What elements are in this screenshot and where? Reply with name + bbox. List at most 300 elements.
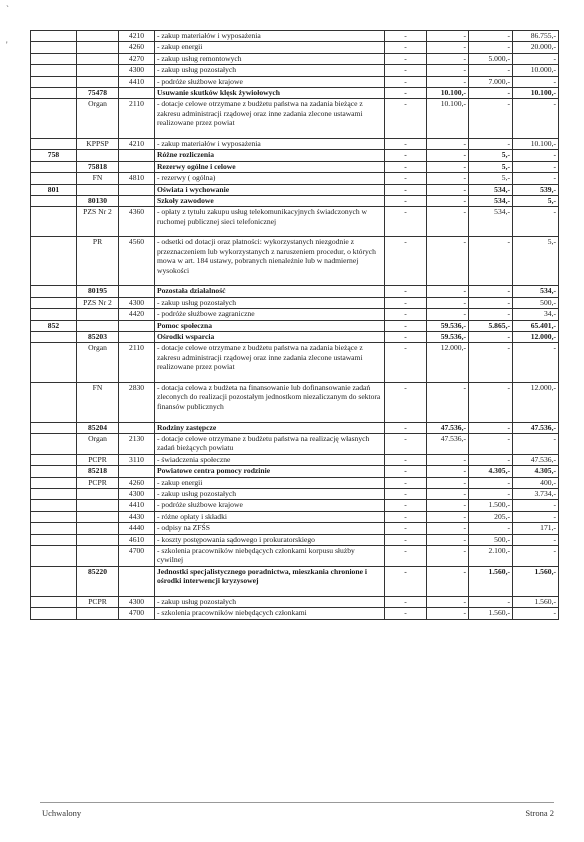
col-1: - — [385, 207, 427, 237]
chapter-code: Organ — [77, 434, 119, 455]
col-4: 20.000,- — [513, 42, 559, 53]
division-code — [31, 42, 77, 53]
col-2: 59.536,- — [427, 332, 469, 343]
description: - zakup usług pozostałych — [155, 297, 385, 308]
description: - zakup materiałów i wyposażenia — [155, 31, 385, 42]
chapter-code — [77, 150, 119, 161]
col-1: - — [385, 42, 427, 53]
description: - świadczenia społeczne — [155, 454, 385, 465]
paragraph-code: 4430 — [119, 511, 155, 522]
description: - odpisy na ZFŚS — [155, 523, 385, 534]
col-4: 12.000,- — [513, 332, 559, 343]
chapter-code: 75818 — [77, 161, 119, 172]
paragraph-code: 4360 — [119, 207, 155, 237]
description: - różne opłaty i składki — [155, 511, 385, 522]
chapter-code: FN — [77, 173, 119, 184]
col-3: - — [469, 87, 513, 98]
chapter-code: 85204 — [77, 422, 119, 433]
col-2: - — [427, 534, 469, 545]
division-code — [31, 523, 77, 534]
table-row — [31, 76, 559, 87]
paragraph-code: 2110 — [119, 343, 155, 383]
division-code — [31, 87, 77, 98]
division-code — [31, 286, 77, 297]
description: - podróże służbowe zagraniczne — [155, 309, 385, 320]
division-code — [31, 454, 77, 465]
col-3: - — [469, 286, 513, 297]
chapter-code — [77, 320, 119, 331]
col-3: - — [469, 42, 513, 53]
col-1: - — [385, 195, 427, 206]
col-2: - — [427, 511, 469, 522]
chapter-code: 80195 — [77, 286, 119, 297]
col-3: 2.100,- — [469, 545, 513, 566]
chapter-code — [77, 511, 119, 522]
paragraph-code: 2130 — [119, 434, 155, 455]
description: - podróże służbowe krajowe — [155, 76, 385, 87]
col-3: - — [469, 309, 513, 320]
chapter-code: 85203 — [77, 332, 119, 343]
col-3: - — [469, 99, 513, 139]
col-3: - — [469, 454, 513, 465]
col-4: - — [513, 76, 559, 87]
col-3: - — [469, 488, 513, 499]
col-1: - — [385, 286, 427, 297]
col-2: 12.000,- — [427, 343, 469, 383]
division-code — [31, 99, 77, 139]
chapter-code: PCPR — [77, 454, 119, 465]
description: Oświata i wychowanie — [155, 184, 385, 195]
division-code — [31, 434, 77, 455]
col-1: - — [385, 523, 427, 534]
col-3: 205,- — [469, 511, 513, 522]
col-4: 65.401,- — [513, 320, 559, 331]
col-2: - — [427, 454, 469, 465]
col-3: 5.000,- — [469, 53, 513, 64]
paragraph-code — [119, 466, 155, 477]
col-3: - — [469, 477, 513, 488]
description: Pomoc społeczna — [155, 320, 385, 331]
description: - opłaty z tytułu zakupu usług telekomunikacyjnych świadczonych w ruchomej publicznej sieci telefonicznej — [155, 207, 385, 237]
section-row — [31, 320, 559, 331]
col-1: - — [385, 477, 427, 488]
footer-left: Uchwalony — [42, 808, 82, 818]
col-3: 500,- — [469, 534, 513, 545]
description: - dotacje celowe otrzymane z budżetu państwa na zadania bieżące z zakresu administracji rządowej oraz inne zadania zlecone ustawami realizowane przez powiat — [155, 343, 385, 383]
col-1: - — [385, 488, 427, 499]
table-row — [31, 500, 559, 511]
col-2: 10.100,- — [427, 99, 469, 139]
table-row — [31, 343, 559, 383]
description: Rodziny zastępcze — [155, 422, 385, 433]
col-3: - — [469, 422, 513, 433]
col-1: - — [385, 466, 427, 477]
description: - zakup usług pozostałych — [155, 65, 385, 76]
col-3: 4.305,- — [469, 466, 513, 477]
section-row — [31, 195, 559, 206]
description: Rezerwy ogólne i celowe — [155, 161, 385, 172]
col-1: - — [385, 500, 427, 511]
col-1: - — [385, 138, 427, 149]
col-1: - — [385, 320, 427, 331]
chapter-code — [77, 184, 119, 195]
division-code — [31, 422, 77, 433]
col-2: - — [427, 488, 469, 499]
paragraph-code — [119, 87, 155, 98]
col-2: - — [427, 297, 469, 308]
division-code — [31, 65, 77, 76]
col-3: 5,- — [469, 150, 513, 161]
col-4: 4.305,- — [513, 466, 559, 477]
chapter-code: PCPR — [77, 596, 119, 607]
col-4: 10.000,- — [513, 65, 559, 76]
col-3: 7.000,- — [469, 76, 513, 87]
description: Szkoły zawodowe — [155, 195, 385, 206]
col-1: - — [385, 76, 427, 87]
col-1: - — [385, 31, 427, 42]
col-1: - — [385, 297, 427, 308]
table-row — [31, 309, 559, 320]
paragraph-code: 4210 — [119, 31, 155, 42]
division-code — [31, 332, 77, 343]
table-row — [31, 477, 559, 488]
chapter-code — [77, 65, 119, 76]
col-2: - — [427, 42, 469, 53]
col-2: - — [427, 31, 469, 42]
section-row — [31, 422, 559, 433]
col-3: 534,- — [469, 207, 513, 237]
description: - podróże służbowe krajowe — [155, 500, 385, 511]
chapter-code — [77, 76, 119, 87]
col-4: - — [513, 534, 559, 545]
description: - koszty postępowania sądowego i prokuratorskiego — [155, 534, 385, 545]
division-code — [31, 237, 77, 286]
table-row — [31, 534, 559, 545]
description: - szkolenia pracowników niebędących członkami — [155, 608, 385, 619]
division-code — [31, 608, 77, 619]
description: - dotacje celowe otrzymane z budżetu państwa na realizację własnych zadań bieżących powiatu — [155, 434, 385, 455]
col-4: - — [513, 53, 559, 64]
description: - zakup materiałów i wyposażenia — [155, 138, 385, 149]
col-3: 534,- — [469, 195, 513, 206]
paragraph-code: 4410 — [119, 76, 155, 87]
col-3: 5,- — [469, 161, 513, 172]
paragraph-code: 4410 — [119, 500, 155, 511]
col-4: - — [513, 343, 559, 383]
table-row — [31, 207, 559, 237]
col-4: 10.100,- — [513, 138, 559, 149]
col-1: - — [385, 534, 427, 545]
division-code — [31, 138, 77, 149]
col-2: - — [427, 566, 469, 596]
col-3: - — [469, 237, 513, 286]
paragraph-code: 2830 — [119, 383, 155, 423]
division-code — [31, 466, 77, 477]
paragraph-code: 4300 — [119, 596, 155, 607]
division-code: 801 — [31, 184, 77, 195]
table-row — [31, 434, 559, 455]
col-1: - — [385, 184, 427, 195]
division-code — [31, 488, 77, 499]
col-4: - — [513, 545, 559, 566]
col-1: - — [385, 434, 427, 455]
col-1: - — [385, 511, 427, 522]
description: Jednostki specjalistycznego poradnictwa, mieszkania chronione i ośrodki interwencji kryzysowej — [155, 566, 385, 596]
paragraph-code — [119, 332, 155, 343]
paragraph-code — [119, 184, 155, 195]
col-4: - — [513, 173, 559, 184]
division-code — [31, 297, 77, 308]
col-4: 1.560,- — [513, 566, 559, 596]
paragraph-code — [119, 286, 155, 297]
col-1: - — [385, 65, 427, 76]
description: Ośrodki wsparcia — [155, 332, 385, 343]
col-3: 5,- — [469, 173, 513, 184]
paragraph-code: 2110 — [119, 99, 155, 139]
table-row — [31, 99, 559, 139]
col-2: - — [427, 383, 469, 423]
col-3: - — [469, 434, 513, 455]
chapter-code — [77, 42, 119, 53]
col-2: - — [427, 53, 469, 64]
table-row — [31, 608, 559, 619]
chapter-code — [77, 31, 119, 42]
col-4: 1.560,- — [513, 596, 559, 607]
col-1: - — [385, 608, 427, 619]
section-row — [31, 184, 559, 195]
col-1: - — [385, 237, 427, 286]
table-row — [31, 53, 559, 64]
division-code: 758 — [31, 150, 77, 161]
paragraph-code: 4610 — [119, 534, 155, 545]
col-4: 3.734,- — [513, 488, 559, 499]
table-row — [31, 173, 559, 184]
col-2: - — [427, 195, 469, 206]
col-4: - — [513, 608, 559, 619]
description: - dotacja celowa z budżeta na finansowanie lub dofinansowanie zadań zleconych do realizacji pozostałym jednostkom niezaliczanym do sektora finansów publicznych — [155, 383, 385, 423]
col-3: - — [469, 65, 513, 76]
table-row — [31, 454, 559, 465]
chapter-code: Organ — [77, 343, 119, 383]
description: Pozostała działalność — [155, 286, 385, 297]
paragraph-code: 4260 — [119, 477, 155, 488]
col-3: - — [469, 31, 513, 42]
col-2: - — [427, 500, 469, 511]
col-3: - — [469, 596, 513, 607]
division-code — [31, 207, 77, 237]
col-4: - — [513, 511, 559, 522]
paragraph-code: 4270 — [119, 53, 155, 64]
col-2: - — [427, 309, 469, 320]
col-4: 500,- — [513, 297, 559, 308]
division-code — [31, 76, 77, 87]
division-code — [31, 511, 77, 522]
col-2: - — [427, 150, 469, 161]
col-1: - — [385, 545, 427, 566]
col-3: 1.560,- — [469, 566, 513, 596]
col-1: - — [385, 99, 427, 139]
page-number: Strona 2 — [525, 808, 554, 818]
col-4: 171,- — [513, 523, 559, 534]
table-row — [31, 545, 559, 566]
scan-mark: ' — [6, 40, 8, 50]
col-1: - — [385, 150, 427, 161]
description: - zakup energii — [155, 477, 385, 488]
description: - zakup usług pozostałych — [155, 488, 385, 499]
chapter-code — [77, 534, 119, 545]
paragraph-code — [119, 161, 155, 172]
table-row — [31, 65, 559, 76]
col-4: 400,- — [513, 477, 559, 488]
division-code — [31, 53, 77, 64]
table-row — [31, 297, 559, 308]
section-row — [31, 87, 559, 98]
col-4: 10.100,- — [513, 87, 559, 98]
description: - szkolenia pracowników niebędących członkami korpusu służby cywilnej — [155, 545, 385, 566]
division-code — [31, 477, 77, 488]
col-2: - — [427, 184, 469, 195]
col-4: 34,- — [513, 309, 559, 320]
section-row — [31, 566, 559, 596]
table-row — [31, 511, 559, 522]
table-row — [31, 31, 559, 42]
col-2: - — [427, 286, 469, 297]
paragraph-code: 4700 — [119, 545, 155, 566]
col-3: - — [469, 332, 513, 343]
col-4: 86.755,- — [513, 31, 559, 42]
col-2: 47.536,- — [427, 434, 469, 455]
table-row — [31, 383, 559, 423]
col-1: - — [385, 332, 427, 343]
col-1: - — [385, 87, 427, 98]
description: - rezerwy ( ogólna) — [155, 173, 385, 184]
division-code — [31, 309, 77, 320]
col-4: - — [513, 150, 559, 161]
chapter-code: KPPSP — [77, 138, 119, 149]
paragraph-code: 4300 — [119, 65, 155, 76]
col-2: - — [427, 608, 469, 619]
paragraph-code: 4810 — [119, 173, 155, 184]
col-1: - — [385, 161, 427, 172]
division-code — [31, 500, 77, 511]
col-3: 534,- — [469, 184, 513, 195]
chapter-code: Organ — [77, 99, 119, 139]
division-code — [31, 383, 77, 423]
scan-mark: ` — [6, 4, 9, 14]
division-code — [31, 31, 77, 42]
division-code — [31, 161, 77, 172]
division-code — [31, 534, 77, 545]
division-code — [31, 195, 77, 206]
description: - dotacje celowe otrzymane z budżetu państwa na zadania bieżące z zakresu administracji rządowej oraz inne zadania zlecone ustawami realizowane przez powiat — [155, 99, 385, 139]
description: Powiatowe centra pomocy rodzinie — [155, 466, 385, 477]
section-row — [31, 286, 559, 297]
col-4: - — [513, 500, 559, 511]
chapter-code: FN — [77, 383, 119, 423]
chapter-code: 80130 — [77, 195, 119, 206]
col-4: 12.000,- — [513, 383, 559, 423]
chapter-code — [77, 545, 119, 566]
footer-rule — [40, 802, 554, 803]
col-2: 47.536,- — [427, 422, 469, 433]
col-3: - — [469, 343, 513, 383]
division-code: 852 — [31, 320, 77, 331]
col-1: - — [385, 566, 427, 596]
chapter-code — [77, 500, 119, 511]
col-2: - — [427, 545, 469, 566]
col-2: - — [427, 466, 469, 477]
paragraph-code — [119, 195, 155, 206]
col-3: 5.865,- — [469, 320, 513, 331]
chapter-code: 85220 — [77, 566, 119, 596]
division-code — [31, 343, 77, 383]
paragraph-code: 4440 — [119, 523, 155, 534]
col-4: - — [513, 207, 559, 237]
paragraph-code — [119, 566, 155, 596]
chapter-code: 75478 — [77, 87, 119, 98]
description: - zakup usług pozostałych — [155, 596, 385, 607]
division-code — [31, 545, 77, 566]
chapter-code — [77, 53, 119, 64]
col-1: - — [385, 309, 427, 320]
table-row — [31, 523, 559, 534]
col-3: - — [469, 297, 513, 308]
table-row — [31, 42, 559, 53]
col-2: - — [427, 237, 469, 286]
table-row — [31, 488, 559, 499]
division-code — [31, 566, 77, 596]
paragraph-code: 3110 — [119, 454, 155, 465]
table-row — [31, 237, 559, 286]
col-2: - — [427, 523, 469, 534]
paragraph-code: 4260 — [119, 42, 155, 53]
col-1: - — [385, 596, 427, 607]
col-1: - — [385, 173, 427, 184]
chapter-code — [77, 523, 119, 534]
chapter-code — [77, 309, 119, 320]
col-2: 10.100,- — [427, 87, 469, 98]
col-4: - — [513, 99, 559, 139]
description: Usuwanie skutków klęsk żywiołowych — [155, 87, 385, 98]
col-3: - — [469, 138, 513, 149]
budget-table — [30, 30, 559, 620]
section-row — [31, 150, 559, 161]
col-4: 47.536,- — [513, 454, 559, 465]
description: Różne rozliczenia — [155, 150, 385, 161]
paragraph-code: 4560 — [119, 237, 155, 286]
col-4: - — [513, 161, 559, 172]
section-row — [31, 332, 559, 343]
col-3: 1.500,- — [469, 500, 513, 511]
section-row — [31, 466, 559, 477]
col-4: 5,- — [513, 237, 559, 286]
description: - odsetki od dotacji oraz płatności: wykorzystanych niezgodnie z przeznaczeniem lub wykorzystanych z naruszeniem procedur, o których mowa w art. 184 ustawy, pobranych nienależnie lub w nadmiernej wysokości — [155, 237, 385, 286]
col-2: - — [427, 76, 469, 87]
col-4: 534,- — [513, 286, 559, 297]
paragraph-code: 4420 — [119, 309, 155, 320]
col-2: - — [427, 161, 469, 172]
col-4: 539,- — [513, 184, 559, 195]
col-4: 5,- — [513, 195, 559, 206]
division-code — [31, 596, 77, 607]
division-code — [31, 173, 77, 184]
section-row — [31, 161, 559, 172]
col-3: 1.560,- — [469, 608, 513, 619]
chapter-code: PCPR — [77, 477, 119, 488]
paragraph-code: 4300 — [119, 488, 155, 499]
table-row — [31, 596, 559, 607]
paragraph-code: 4300 — [119, 297, 155, 308]
